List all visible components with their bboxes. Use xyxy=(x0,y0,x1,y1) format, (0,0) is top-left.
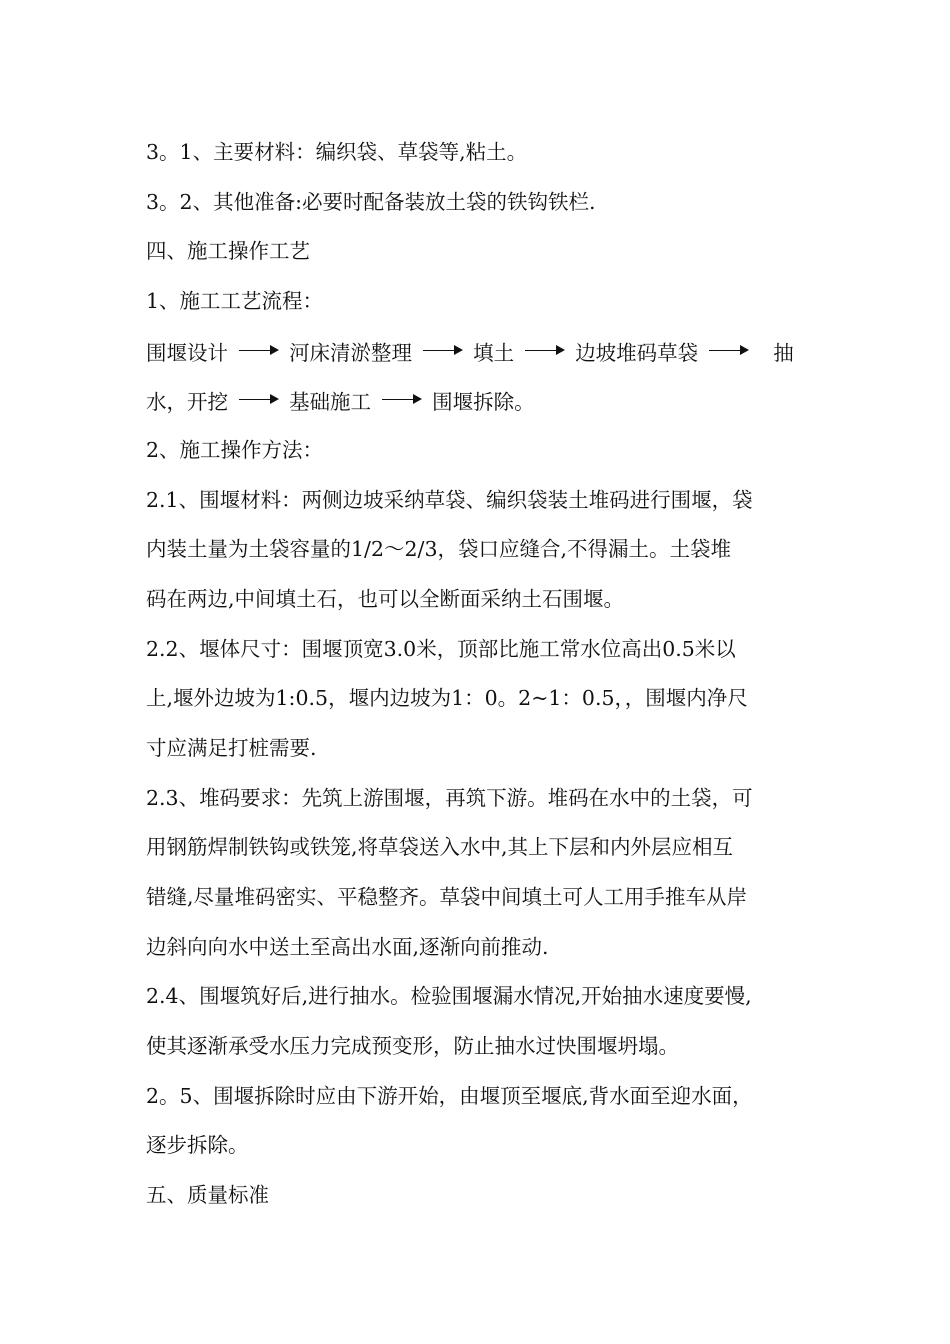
process-flow-line-2 xyxy=(146,385,826,415)
flow-step: 围堰设计 xyxy=(146,340,228,365)
section-heading-5: 五、质量标准 xyxy=(146,1183,269,1207)
arrow-right-icon xyxy=(382,387,422,417)
flow-step: 抽 xyxy=(773,340,794,365)
text-line-method-heading: 2、施工操作方法： xyxy=(146,438,324,462)
process-flow-line-1 xyxy=(146,336,826,366)
text-line-other-prep: 3。2、其他准备:必要时配备装放土袋的铁钩铁栏. xyxy=(146,190,596,214)
text-line: 边斜向向水中送土至高出水面,逐渐向前推动. xyxy=(146,935,549,959)
text-line: 2。5、围堰拆除时应由下游开始，由堰顶至堰底,背水面至迎水面， xyxy=(146,1084,753,1108)
text-line: 逐步拆除。 xyxy=(146,1133,249,1157)
text-line: 2.3、堆码要求：先筑上游围堰，再筑下游。堆码在水中的土袋，可 xyxy=(146,786,753,810)
section-heading-4: 四、施工操作工艺 xyxy=(146,239,310,263)
text-line-process-flow: 1、施工工艺流程： xyxy=(146,289,324,313)
text-line: 错缝,尽量堆码密实、平稳整齐。草袋中间填土可人工用手推车从岸 xyxy=(146,885,748,909)
arrow-right-icon xyxy=(239,387,279,417)
text-line: 寸应满足打桩需要. xyxy=(146,736,317,760)
arrow-right-icon xyxy=(709,338,749,368)
flow-step: 边坡堆码草袋 xyxy=(575,340,699,365)
arrow-right-icon xyxy=(239,338,279,368)
arrow-right-icon xyxy=(423,338,463,368)
text-line-materials: 3。1、主要材料：编织袋、草袋等,粘土。 xyxy=(146,140,528,164)
text-line: 2.4、围堰筑好后,进行抽水。检验围堰漏水情况,开始抽水速度要慢, xyxy=(146,984,752,1008)
text-line: 码在两边,中间填土石，也可以全断面采纳土石围堰。 xyxy=(146,587,625,611)
flow-step: 河床清淤整理 xyxy=(289,340,413,365)
text-line: 内装土量为土袋容量的1/2～2/3，袋口应缝合,不得漏土。土袋堆 xyxy=(146,537,731,561)
flow-step: 水，开挖 xyxy=(146,389,228,414)
text-line: 2.2、堰体尺寸：围堰顶宽3.0米，顶部比施工常水位高出0.5米以 xyxy=(146,637,736,661)
flow-step: 围堰拆除。 xyxy=(432,389,535,414)
flow-step: 填土 xyxy=(473,340,515,365)
arrow-right-icon xyxy=(525,338,565,368)
text-line: 上,堰外边坡为1:0.5，堰内边坡为1：0。2~1：0.5，，围堰内净尺 xyxy=(146,686,748,710)
text-line: 使其逐渐承受水压力完成预变形，防止抽水过快围堰坍塌。 xyxy=(146,1034,679,1058)
text-line: 用钢筋焊制铁钩或铁笼,将草袋送入水中,其上下层和内外层应相互 xyxy=(146,835,734,859)
flow-step: 基础施工 xyxy=(289,389,372,414)
text-line: 2.1、围堰材料：两侧边坡采纳草袋、编织袋装土堆码进行围堰，袋 xyxy=(146,488,753,512)
